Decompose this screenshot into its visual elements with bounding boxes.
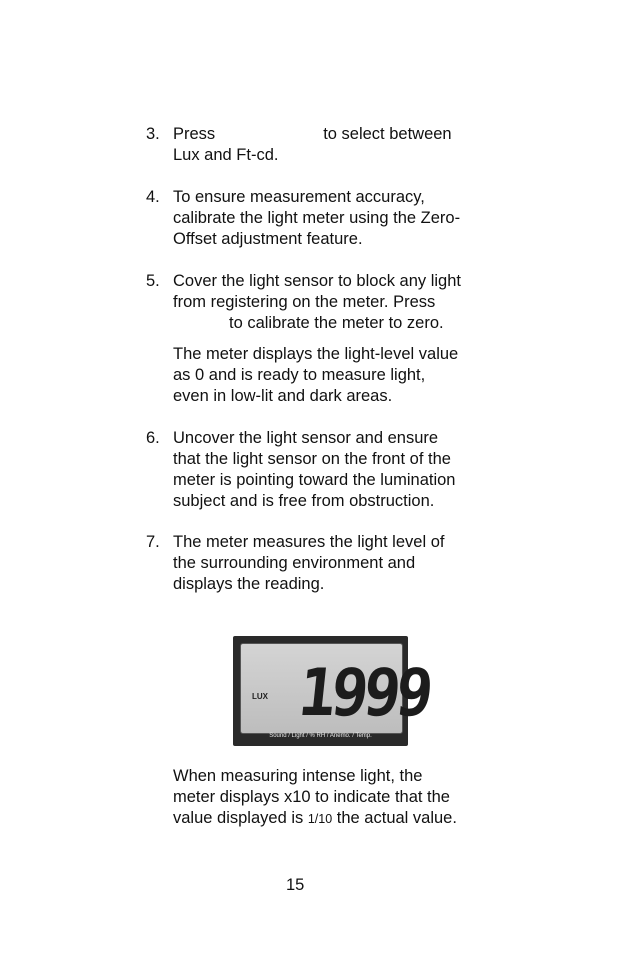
- note-line: as 0 and is ready to measure light,: [173, 366, 426, 384]
- note-line: even in low-lit and dark areas.: [173, 387, 393, 405]
- step-number: 6.: [146, 429, 160, 447]
- step-text: [173, 532, 513, 595]
- step-text-part: Press: [173, 125, 216, 143]
- step-text-line: Offset adjustment feature.: [173, 230, 363, 248]
- step-text-line: from registering on the meter. Press: [173, 293, 436, 311]
- step-text: [173, 187, 513, 250]
- step-text-line: The meter measures the light level of: [173, 533, 445, 551]
- step-text: [173, 124, 513, 166]
- step-number: 3.: [146, 125, 160, 143]
- step-text-line: Lux and Ft-cd.: [173, 146, 279, 164]
- step-number: 7.: [146, 533, 160, 551]
- lcd-display-image: [233, 636, 433, 746]
- note-text-part: value displayed is: [173, 809, 304, 827]
- step-number: 5.: [146, 272, 160, 290]
- fraction-text: 1/10: [307, 812, 333, 826]
- step-number: 4.: [146, 188, 160, 206]
- step-text-line: subject and is free from obstruction.: [173, 492, 435, 510]
- lcd-screen: [240, 643, 433, 734]
- step-text-part: to calibrate the meter to zero.: [229, 314, 444, 332]
- step-text-part: to select between: [323, 125, 452, 143]
- step-text: [173, 428, 513, 512]
- step-text-line: calibrate the light meter using the Zero-: [173, 209, 461, 227]
- lcd-caption: Sound / Light / % RH / Anemo. / Temp.: [269, 733, 372, 739]
- step-text-line: meter is pointing toward the lumination: [173, 471, 456, 489]
- step-text: [173, 271, 513, 334]
- page-number: 15: [286, 876, 305, 894]
- note-text-part: the actual value.: [336, 809, 457, 827]
- note-line: The meter displays the light-level value: [173, 345, 459, 363]
- note-line: meter displays x10 to indicate that the: [173, 788, 450, 806]
- step-text-line: To ensure measurement accuracy,: [173, 188, 425, 206]
- lcd-reading: 1999: [295, 654, 433, 731]
- note-line: When measuring intense light, the: [173, 767, 423, 785]
- step-text-line: Uncover the light sensor and ensure: [173, 429, 439, 447]
- intense-light-note: [173, 766, 513, 830]
- step-text-line: Cover the light sensor to block any light: [173, 272, 461, 290]
- step-5-note: [173, 344, 513, 407]
- step-text-line: the surrounding environment and: [173, 554, 416, 572]
- lcd-unit-label: LUX: [252, 692, 268, 701]
- step-text-line: that the light sensor on the front of the: [173, 450, 451, 468]
- step-text-line: displays the reading.: [173, 575, 325, 593]
